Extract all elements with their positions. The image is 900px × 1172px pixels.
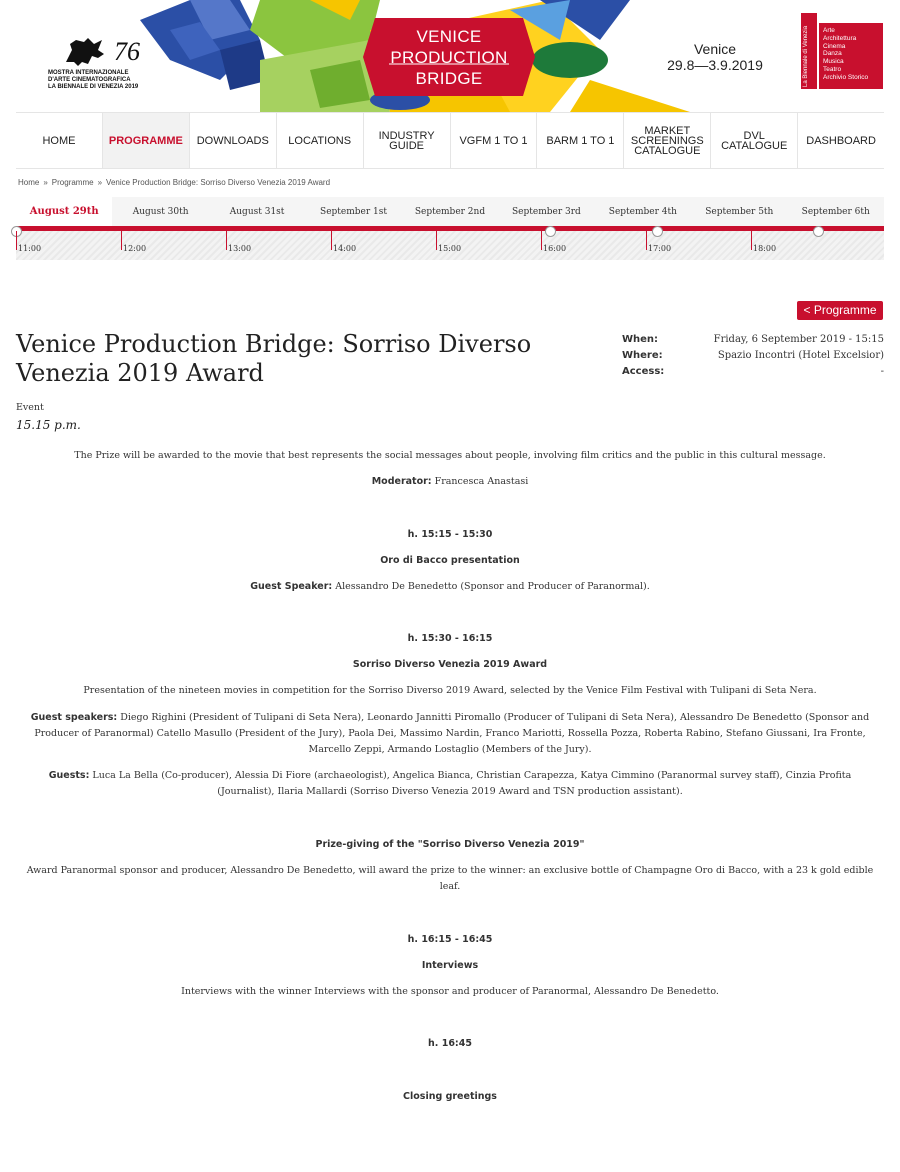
- page-title: Venice Production Bridge: Sorriso Diverso Venezia 2019 Award: [16, 330, 532, 387]
- access-label: Access:: [622, 366, 665, 377]
- site-header: [0, 0, 900, 112]
- session-2-time: h. 15:30 - 16:15: [407, 633, 493, 644]
- day-tab-sep-5[interactable]: September 5th: [705, 206, 774, 217]
- event-access-row: [622, 364, 884, 380]
- day-tab-sep-3[interactable]: September 3rd: [512, 206, 581, 217]
- timeline-handle[interactable]: [545, 226, 556, 237]
- nav-item-locations[interactable]: LOCATIONS: [276, 113, 363, 168]
- day-tab-sep-6[interactable]: September 6th: [801, 206, 870, 217]
- nav-item-home[interactable]: HOME: [42, 134, 76, 147]
- guests-line: (Journalist), Ilaria Mallardi (Sorriso Diverso Venezia 2019 Award and TSN production assistant).: [217, 786, 683, 797]
- festival-name: MOSTRA INTERNAZIONALE D'ARTE CINEMATOGRAFICA LA BIENNALE DI VENEZIA 2019: [48, 70, 139, 90]
- timeline-hour-label: 14:00: [333, 244, 357, 253]
- event-details: [622, 332, 884, 380]
- event-when-row: [622, 332, 884, 348]
- guest-speaker-name: Alessandro De Benedetto (Sponsor and Producer of Paranormal).: [335, 581, 650, 592]
- breadcrumb-home[interactable]: Home: [18, 178, 40, 187]
- access-value: -: [880, 366, 884, 377]
- session-5-time: h. 16:45: [428, 1038, 472, 1049]
- session-4-time: h. 16:15 - 16:45: [407, 934, 493, 945]
- breadcrumb-current: Venice Production Bridge: Sorriso Diverso Venezia 2019 Award: [106, 178, 331, 187]
- breadcrumb: [18, 178, 330, 187]
- breadcrumb-separator: »: [43, 178, 48, 187]
- session-2-guests: [16, 768, 884, 800]
- guest-speakers-label: Guest speakers:: [30, 712, 118, 723]
- timeline-tick: [331, 231, 332, 250]
- timeline-handle[interactable]: [813, 226, 824, 237]
- session-3-line: Award Paranormal sponsor and producer, Alessandro De Benedetto, will award the prize to the winner: an exclusive bottle of Champagne Oro di Bacco, with a 23 k gold edible: [26, 865, 874, 876]
- timeline-hour-label: 18:00: [753, 244, 777, 253]
- session-3-title: Prize-giving of the "Sorriso Diverso Venezia 2019": [315, 839, 585, 850]
- session-1-guest: [16, 579, 884, 595]
- session-1-time: h. 15:15 - 15:30: [407, 529, 493, 540]
- day-tab-sep-4[interactable]: September 4th: [608, 206, 677, 217]
- guest-speaker-label: Guest Speaker:: [250, 581, 333, 592]
- nav-item-dashboard[interactable]: DASHBOARD: [797, 113, 884, 168]
- session-4-title: Interviews: [421, 960, 479, 971]
- breadcrumb-programme[interactable]: Programme: [51, 178, 94, 187]
- guests-label: Guests:: [48, 770, 90, 781]
- timeline-tick: [436, 231, 437, 250]
- session-3-description: [16, 863, 884, 895]
- day-tab-sep-2[interactable]: September 2nd: [414, 206, 486, 217]
- timeline-track: [16, 226, 884, 231]
- festival-number: 76: [114, 37, 140, 66]
- guest-speakers-line: Producer of Paranormal) Catello Masullo (President of the Jury), Paola Dei, Massimo Nardin, Franco Mariotti, Rossella Pozza, Roberta Rabino, Stefano Giussani, Ira Fronte,: [34, 728, 866, 739]
- event-where-row: [622, 348, 884, 364]
- timeline-hour-label: 15:00: [438, 244, 462, 253]
- festival-dates: [650, 42, 780, 73]
- timeline-tick: [226, 231, 227, 250]
- breadcrumb-separator: »: [97, 178, 103, 187]
- biennale-logo[interactable]: [801, 13, 883, 89]
- guests-line: Luca La Bella (Co-producer), Alessia Di Fiore (archaeologist), Angelica Bianca, Christian Carapezza, Katya Cimmino (Paranormal survey staff), Cinzia Profita: [92, 770, 852, 781]
- moderator-label: Moderator:: [371, 476, 432, 487]
- venice-production-bridge-badge[interactable]: [363, 18, 535, 96]
- session-3-line: leaf.: [439, 881, 461, 892]
- timeline-hour-label: 13:00: [228, 244, 252, 253]
- nav-item-market-screenings[interactable]: MARKET SCREENINGS CATALOGUE: [623, 113, 710, 168]
- guest-speakers-line: Marcello Zeppi, Armando Lostaglio (Members of the Jury).: [308, 744, 592, 755]
- festival-date-range: 29.8—3.9.2019: [667, 57, 763, 73]
- guest-speakers-line: Diego Righini (President of Tulipani di Seta Nera), Leonardo Jannitti Piromallo (Producer of Tulipani di Seta Nera), Alessandro De Benedetto (Sponsor and: [120, 712, 870, 723]
- moderator-name: Francesca Anastasi: [434, 476, 529, 487]
- when-value: Friday, 6 September 2019 - 15:15: [713, 334, 884, 345]
- timeline-hour-label: 12:00: [123, 244, 147, 253]
- nav-item-downloads[interactable]: DOWNLOADS: [189, 113, 276, 168]
- intro-text: The Prize will be awarded to the movie that best represents the social messages about people, involving film critics and the public in this cultural message.: [74, 450, 826, 461]
- event-time: 15.15 p.m.: [16, 418, 81, 432]
- timeline-hour-label: 17:00: [648, 244, 672, 253]
- day-tab-aug-29[interactable]: August 29th: [16, 197, 112, 226]
- timeline-tick: [16, 231, 17, 250]
- timeline-hour-label: 11:00: [18, 244, 42, 253]
- session-2-title: Sorriso Diverso Venezia 2019 Award: [352, 659, 548, 670]
- day-tabs: [16, 197, 884, 226]
- where-value: Spazio Incontri (Hotel Excelsior): [717, 350, 884, 361]
- nav-item-dvl-catalogue[interactable]: DVL CATALOGUE: [710, 113, 797, 168]
- timeline-tick: [751, 231, 752, 250]
- nav-item-vgfm[interactable]: VGFM 1 TO 1: [450, 113, 537, 168]
- hour-timeline[interactable]: [16, 226, 884, 260]
- timeline-handle[interactable]: [652, 226, 663, 237]
- timeline-tick: [646, 231, 647, 250]
- biennale-disciplines: Arte Architettura Cinema Danza Musica Teatro Archivio Storico: [823, 27, 869, 81]
- timeline-tick: [121, 231, 122, 250]
- day-tab-aug-30[interactable]: August 30th: [132, 206, 189, 217]
- nav-item-industry-guide[interactable]: INDUSTRY GUIDE: [363, 113, 450, 168]
- moderator-line: [16, 474, 884, 490]
- biennale-vertical-label: La Biennale di Venezia: [803, 25, 809, 87]
- nav-item-barm[interactable]: BARM 1 TO 1: [536, 113, 623, 168]
- timeline-hour-label: 16:00: [543, 244, 567, 253]
- day-tab-aug-31[interactable]: August 31st: [229, 206, 285, 217]
- back-to-programme-button[interactable]: < Programme: [797, 301, 883, 320]
- when-label: When:: [622, 334, 659, 345]
- nav-item-programme[interactable]: PROGRAMME: [102, 113, 189, 168]
- timeline-tick: [541, 231, 542, 250]
- festival-city: Venice: [693, 41, 737, 57]
- session-4-description: Interviews with the winner Interviews with the sponsor and producer of Paranormal, Alessandro De Benedetto.: [181, 986, 719, 997]
- session-1-title: Oro di Bacco presentation: [380, 555, 520, 566]
- event-type: Event: [16, 402, 44, 413]
- session-5-title: Closing greetings: [403, 1091, 497, 1102]
- badge-text: VENICE PRODUCTION BRIDGE: [390, 27, 508, 88]
- session-2-description: Presentation of the nineteen movies in competition for the Sorriso Diverso 2019 Award, selected by the Venice Film Festival with Tulipani di Seta Nera.: [83, 685, 817, 696]
- where-label: Where:: [622, 350, 663, 361]
- main-navigation: [16, 112, 884, 169]
- day-tab-sep-1[interactable]: September 1st: [320, 206, 387, 217]
- session-2-speakers: [16, 710, 884, 758]
